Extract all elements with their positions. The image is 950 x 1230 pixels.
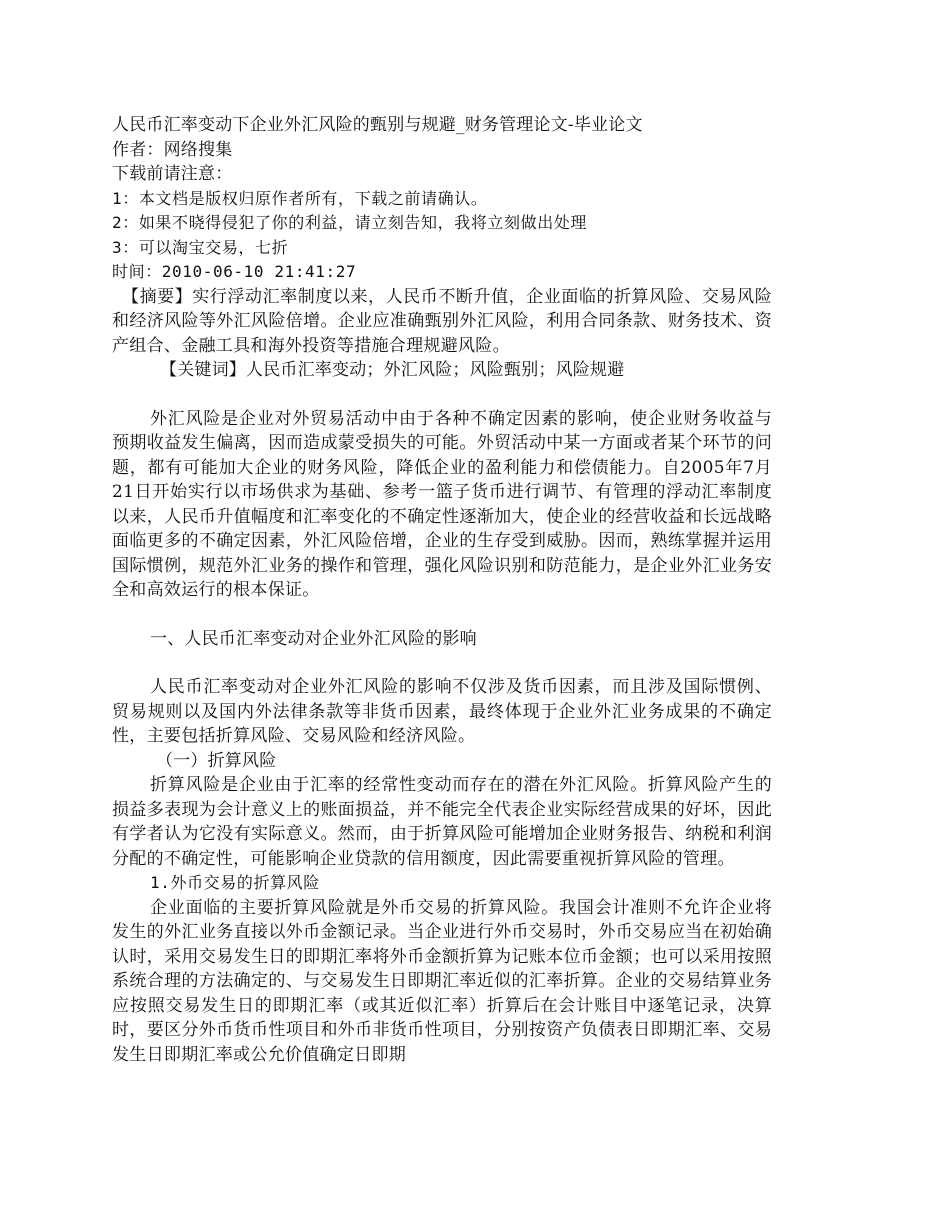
notice-item-2: 2：如果不晓得侵犯了你的利益，请立刻告知，我将立刻做出处理 xyxy=(112,213,588,232)
intro-paragraph: 外汇风险是企业对外贸易活动中由于各种不确定因素的影响，使企业财务收益与预期收益发生偏离，因而造成蒙受损失的可能。外贸活动中某一方面或者某个环节的问题，都有可能加大企业的财务风险，降低企业的盈利能力和偿债能力。自2005年7月21日开始实行以市场供求为基础、参考一篮子货币进行调节、有管理的浮动汇率制度以来，人民币升值幅度和汇率变化的不确定性逐渐加大，使企业的经营收益和长远战略面临更多的不确定因素，外汇风险倍增，企业的生存受到威胁。因而，熟练掌握并运用国际惯例，规范外汇业务的操作和管理，强化风险识别和防范能力，是企业外汇业务安全和高效运行的根本保证。 xyxy=(112,408,772,600)
subsection-1-heading: （一）折算风险 xyxy=(156,750,277,771)
timestamp: 时间：2010-06-10 21:41:27 xyxy=(112,262,357,281)
item-1-heading: 1.外币交易的折算风险 xyxy=(150,873,320,892)
section-1-heading: 一、人民币汇率变动对企业外汇风险的影响 xyxy=(150,628,477,649)
document-title: 人民币汇率变动下企业外汇风险的甄别与规避_财务管理论文-毕业论文 xyxy=(112,115,643,135)
subsection-1-paragraph: 折算风险是企业由于汇率的经常性变动而存在的潜在外汇风险。折算风险产生的损益多表现为会计意义上的账面损益，并不能完全代表企业实际经营成果的好坏，因此有学者认为它没有实际意义。然而，由于折算风险可能增加企业财务报告、纳税和利润分配的不确定性，可能影响企业贷款的信用额度，因此需要重视折算风险的管理。 xyxy=(112,775,772,869)
abstract: 【摘要】实行浮动汇率制度以来，人民币不断升值，企业面临的折算风险、交易风险和经济风险等外汇风险倍增。企业应准确甄别外汇风险，利用合同条款、财务技术、资产组合、金融工具和海外投资等措施合理规避风险。 xyxy=(112,286,772,356)
notice-item-1: 1：本文档是版权归原作者所有，下载之前请确认。 xyxy=(112,188,488,208)
section-1-intro: 人民币汇率变动对企业外汇风险的影响不仅涉及货币因素，而且涉及国际惯例、贸易规则以及国内外法律条款等非货币因素，最终体现于企业外汇业务成果的不确定性，主要包括折算风险、交易风险和经济风险。 xyxy=(112,677,772,746)
notice-title: 下载前请注意： xyxy=(112,164,233,184)
notice-item-3: 3：可以淘宝交易，七折 xyxy=(112,237,289,257)
item-1-paragraph: 企业面临的主要折算风险就是外币交易的折算风险。我国会计准则不允许企业将发生的外汇业务直接以外币金额记录。当企业进行外币交易时，外币交易应当在初始确认时，采用交易发生日的即期汇率将外币金额折算为记账本位币金额；也可以采用按照系统合理的方法确定的、与交易发生日即期汇率近似的汇率折算。企业的交易结算业务应按照交易发生日的即期汇率（或其近似汇率）折算后在会计账目中逐笔记录，决算时，要区分外币货币性项目和外币非货币性项目，分别按资产负债表日即期汇率、交易发生日即期汇率或公允价值确定日即期 xyxy=(112,897,772,1065)
author-line: 作者：网络搜集 xyxy=(112,139,233,160)
keywords: 【关键词】人民币汇率变动；外汇风险；风险甄别；风险规避 xyxy=(160,360,625,380)
document-page xyxy=(112,113,772,1067)
